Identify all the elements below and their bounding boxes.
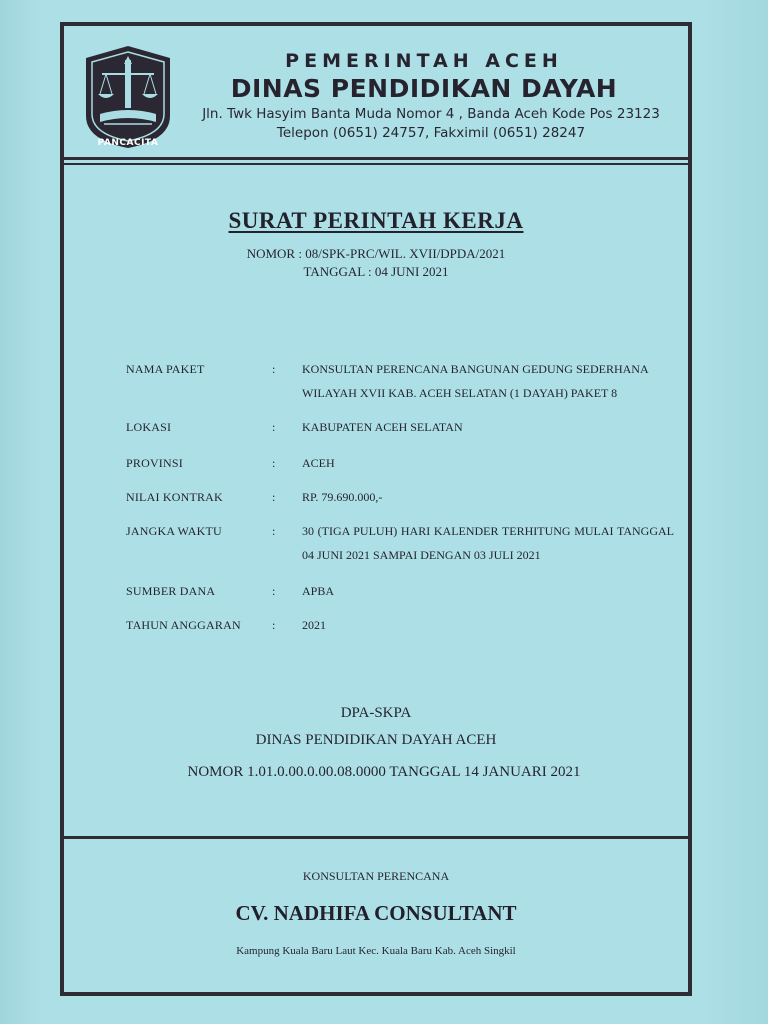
field-value: KABUPATEN ACEH SELATAN: [302, 420, 463, 434]
field-colon: :: [272, 456, 276, 470]
field-label: NILAI KONTRAK: [126, 490, 223, 504]
field-value: ACEH: [302, 456, 335, 470]
field-colon: :: [272, 584, 276, 598]
budget-number: NOMOR 1.01.0.00.0.00.08.0000 TANGGAL 14 JANUARI 2021: [187, 764, 581, 780]
field-value: RP. 79.690.000,-: [302, 490, 383, 504]
budget-agency: DINAS PENDIDIKAN DAYAH ACEH: [255, 732, 497, 748]
document-number: NOMOR : 08/SPK-PRC/WIL. XVII/DPDA/2021: [246, 246, 506, 261]
field-colon: :: [272, 362, 276, 376]
field-colon: :: [272, 618, 276, 632]
field-colon: :: [272, 420, 276, 434]
field-label: TAHUN ANGGARAN: [126, 618, 241, 632]
field-colon: :: [272, 490, 276, 504]
department-address: Jln. Twk Hasyim Banta Muda Nomor 4 , Banda Aceh Kode Pos 23123: [202, 106, 660, 122]
consultant-company: CV. NADHIFA CONSULTANT: [235, 901, 517, 925]
government-name: PEMERINTAH ACEH: [285, 50, 563, 72]
field-value: 2021: [302, 618, 326, 632]
aceh-emblem-logo: [82, 44, 174, 150]
consultant-section: [64, 836, 688, 992]
field-value: KONSULTAN PERENCANA BANGUNAN GEDUNG SEDERHANA WILAYAH XVII KAB. ACEH SELATAN (1 DAYAH) PAKET 8: [302, 362, 648, 400]
logo-label: PANCACITA: [97, 138, 159, 148]
field-value: 30 (TIGA PULUH) HARI KALENDER TERHITUNG MULAI TANGGAL 04 JUNI 2021 SAMPAI DENGAN 03 JULI 2021: [302, 524, 674, 562]
document-date: TANGGAL : 04 JUNI 2021: [303, 264, 449, 279]
field-label: JANGKA WAKTU: [126, 524, 222, 538]
field-label: NAMA PAKET: [126, 362, 205, 376]
field-colon: :: [272, 524, 276, 538]
budget-doc-type: DPA-SKPA: [340, 705, 412, 721]
department-name: DINAS PENDIDIKAN DAYAH: [230, 74, 618, 103]
document-frame: [60, 22, 692, 996]
consultant-role: KONSULTAN PERENCANA: [302, 869, 450, 883]
department-contact: Telepon (0651) 24757, Fakximil (0651) 28247: [276, 125, 586, 141]
document-title: SURAT PERINTAH KERJA: [228, 208, 524, 233]
header-divider: [64, 163, 688, 165]
consultant-address: Kampung Kuala Baru Laut Kec. Kuala Baru Kab. Aceh Singkil: [236, 945, 516, 957]
field-label: LOKASI: [126, 420, 172, 434]
field-value: APBA: [302, 584, 335, 598]
field-label: SUMBER DANA: [126, 584, 216, 598]
field-label: PROVINSI: [126, 456, 183, 470]
letterhead: [64, 26, 688, 160]
